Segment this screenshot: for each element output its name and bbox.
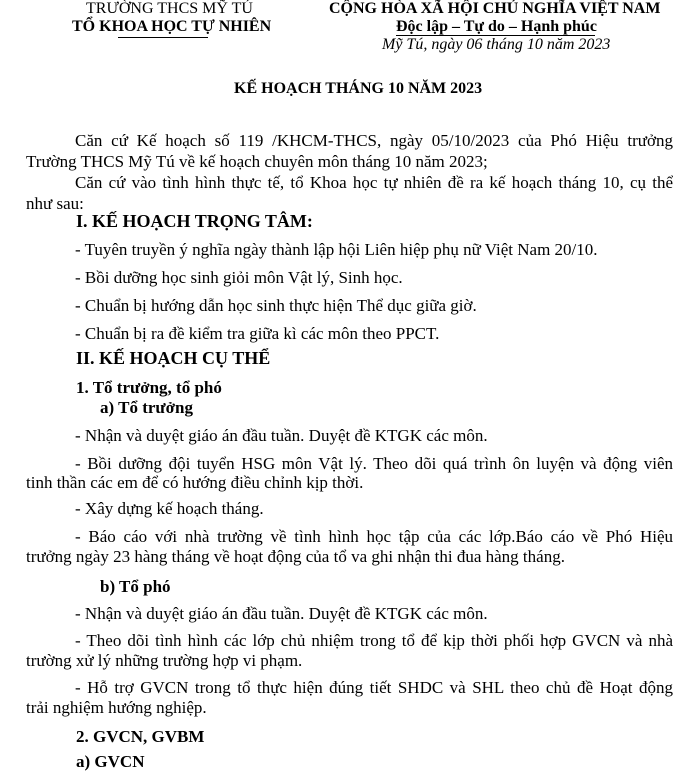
sub1-b-item3-line2: trải nghiệm hướng nghiệp.: [26, 698, 207, 717]
department-underline: [118, 37, 208, 38]
sub1-a-item1: - Nhận và duyệt giáo án đầu tuần. Duyệt đề KTGK các môn.: [75, 426, 488, 445]
sub2-a-heading-partial: a) GVCN: [76, 752, 145, 771]
sub1-a-item4-line2: trưởng ngày 23 hàng tháng về hoạt động của tổ va ghi nhận thi đua hàng tháng.: [26, 547, 565, 566]
sub1-a-item4-line1: - Báo cáo với nhà trường về tình hình học tập của các lớp.Báo cáo về Phó Hiệu: [75, 527, 673, 546]
intro-para2-line2: như sau:: [26, 194, 84, 213]
section1-item: - Bồi dưỡng học sinh giỏi môn Vật lý, Sinh học.: [75, 268, 403, 287]
intro-para1-line2: Trường THCS Mỹ Tú về kế hoạch chuyên môn tháng 10 năm 2023;: [26, 152, 488, 171]
national-motto: Độc lập – Tự do – Hạnh phúc: [396, 18, 597, 35]
section1-heading: I. KẾ HOẠCH TRỌNG TÂM:: [76, 211, 313, 231]
section1-item: - Chuẩn bị ra đề kiểm tra giữa kì các môn theo PPCT.: [75, 324, 440, 343]
section1-item: - Chuẩn bị hướng dẫn học sinh thực hiện Thể dục giữa giờ.: [75, 296, 477, 315]
department-name: TỔ KHOA HỌC TỰ NHIÊN: [72, 18, 272, 35]
sub1-a-heading: a) Tổ trưởng: [100, 398, 193, 417]
sub1-b-item2-line1: - Theo dõi tình hình các lớp chủ nhiệm trong tổ để kịp thời phối hợp GVCN và nhà: [75, 631, 673, 650]
sub2-heading: 2. GVCN, GVBM: [76, 727, 205, 746]
school-name: TRƯỜNG THCS MỸ TÚ: [86, 0, 253, 17]
national-title: CỘNG HÒA XÃ HỘI CHỦ NGHĨA VIỆT NAM: [329, 0, 661, 17]
sub1-heading: 1. Tổ trưởng, tổ phó: [76, 378, 222, 397]
section2-heading: II. KẾ HOẠCH CỤ THỂ: [76, 348, 271, 368]
document-title: KẾ HOẠCH THÁNG 10 NĂM 2023: [234, 80, 483, 97]
sub1-a-item3: - Xây dựng kế hoạch tháng.: [75, 499, 264, 518]
section1-item: - Tuyên truyền ý nghĩa ngày thành lập hội Liên hiệp phụ nữ Việt Nam 20/10.: [75, 240, 598, 259]
intro-para2-line1: Căn cứ vào tình hình thực tế, tổ Khoa học tự nhiên đề ra kế hoạch tháng 10, cụ thể: [75, 173, 673, 192]
date-line: Mỹ Tú, ngày 06 tháng 10 năm 2023: [382, 36, 611, 53]
intro-para1-line1: Căn cứ Kế hoạch số 119 /KHCM-THCS, ngày 05/10/2023 của Phó Hiệu trưởng: [75, 131, 673, 150]
sub1-a-item2-line1: - Bồi dưỡng đội tuyển HSG môn Vật lý. Theo dõi quá trình ôn luyện và động viên: [75, 454, 673, 473]
sub1-a-item2-line2: tinh thần các em để có hướng điều chỉnh kịp thời.: [26, 473, 364, 492]
sub1-b-item3-line1: - Hỗ trợ GVCN trong tổ thực hiện đúng tiết SHDC và SHL theo chủ đề Hoạt động: [75, 678, 673, 697]
sub1-b-item2-line2: trường xử lý những trường hợp vi phạm.: [26, 651, 303, 670]
sub1-b-item1: - Nhận và duyệt giáo án đầu tuần. Duyệt đề KTGK các môn.: [75, 604, 488, 623]
sub1-b-heading: b) Tổ phó: [100, 577, 171, 596]
